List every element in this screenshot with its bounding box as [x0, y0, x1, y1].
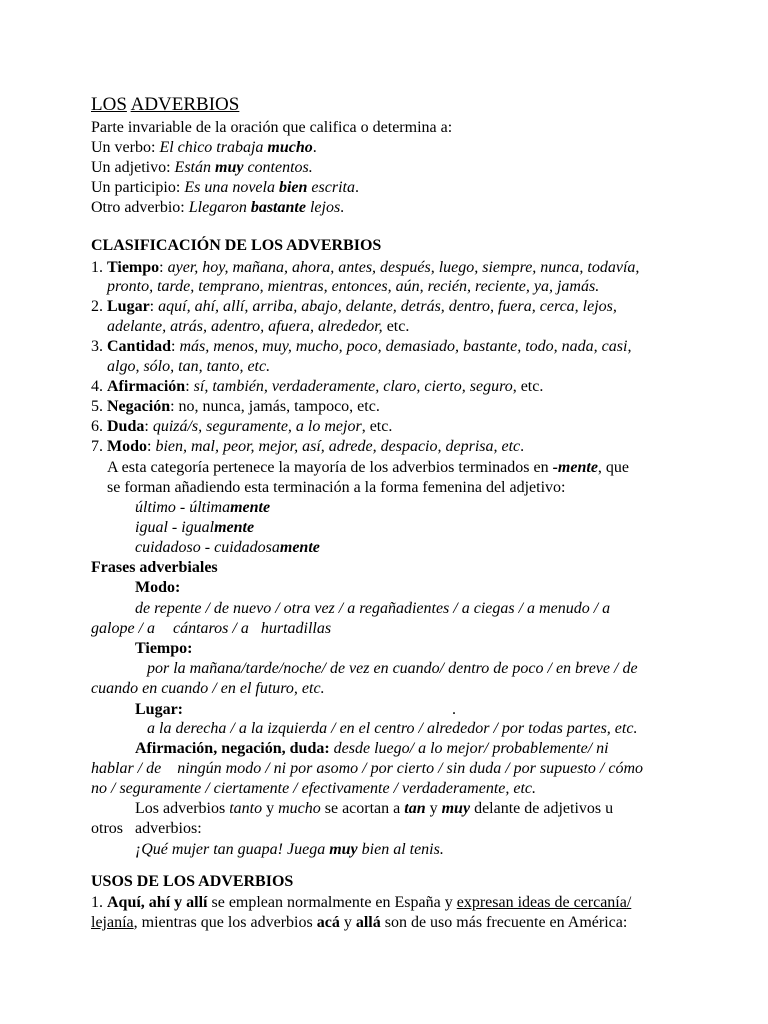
acort-y: y: [262, 800, 279, 817]
usos-text-2: , mientras que los adverbios: [133, 914, 317, 931]
usos-y: y: [339, 914, 356, 931]
adv-example-bold: bastante: [250, 199, 306, 216]
intro-adverb: [91, 198, 344, 218]
acort-muy: muy: [441, 800, 471, 817]
usos-underlined: expresan ideas de cercanía/: [456, 894, 632, 911]
acort-adverbios: adverbios:: [135, 820, 202, 837]
verb-label: Un verbo:: [91, 139, 160, 156]
adv-end: .: [340, 199, 345, 216]
usos-line-1: [91, 893, 631, 913]
intro-line: Parte invariable de la oración que califica o determina a:: [91, 119, 453, 136]
acort-mucho: mucho: [278, 800, 321, 817]
acort-tanto: tanto: [229, 800, 263, 817]
usos-alla: allá: [355, 914, 381, 931]
tiempo-list-2: pronto, tarde, temprano, mientras, entonces, aún, recién, reciente, ya, jamás.: [107, 278, 600, 295]
afirmacion-item: [91, 377, 543, 397]
acort-text: se acortan a: [320, 800, 405, 817]
verb-example: El chico trabaja: [159, 139, 268, 156]
verb-end: .: [312, 139, 317, 156]
negacion-label: Negación: [107, 398, 171, 415]
usos-underlined-2: lejanía: [91, 914, 134, 931]
example-suffix: mente: [279, 539, 320, 556]
part-example-bold: bien: [278, 179, 308, 196]
afn-list-1: desde luego/ a lo mejor/ probablemente/ ni: [329, 740, 609, 757]
lugar-etc: etc.: [382, 318, 410, 335]
mente-example-3: [135, 538, 320, 558]
item-number: 2.: [91, 298, 107, 315]
usos-text-end: son de uso más frecuente en América:: [380, 914, 628, 931]
item-number: 6.: [91, 418, 107, 435]
mente-suffix: -mente: [552, 459, 598, 476]
modo-line-2-part-1: galope / a: [91, 620, 155, 637]
example-root: último - última: [135, 499, 231, 516]
negacion-list: : no, nunca, jamás, tampoco, etc.: [170, 398, 380, 415]
usos-heading: USOS DE LOS ADVERBIOS: [91, 873, 294, 890]
acort-otros: otros: [91, 820, 123, 837]
intro-participle: [91, 178, 359, 198]
adj-label: Un adjetivo:: [91, 159, 175, 176]
usos-bold-adverbs: Aquí, ahí y allí: [107, 894, 208, 911]
usos-text: se emplean normalmente en España y: [207, 894, 457, 911]
mente-paragraph-2: se forman añadiendo esta terminación a la forma femenina del adjetivo:: [107, 479, 566, 496]
modo-line-2-part-3: hurtadillas: [260, 620, 332, 637]
afn-line-2-part-1: hablar / de: [91, 760, 162, 777]
colon: :: [171, 338, 180, 355]
frases-afn-line-2: [91, 759, 643, 779]
clasificacion-heading: CLASIFICACIÓN DE LOS ADVERBIOS: [91, 237, 382, 254]
acort-text: Los adverbios: [135, 800, 230, 817]
adv-example-end: lejos: [305, 199, 341, 216]
acort-y: y: [425, 800, 442, 817]
mente-example-2: [135, 518, 254, 538]
part-example-end: escrita: [307, 179, 355, 196]
adj-example: Están: [174, 159, 215, 176]
colon: :: [147, 438, 156, 455]
example-suffix: mente: [214, 519, 255, 536]
cantidad-label: Cantidad: [107, 338, 172, 355]
title-adverbios: ADVERBIOS: [130, 94, 240, 115]
adv-label: Otro adverbio:: [91, 199, 189, 216]
lugar-dot: .: [452, 701, 456, 718]
modo-list: bien, mal, peor, mejor, así, adrede, despacio, deprisa, etc: [155, 438, 521, 455]
title-los: LOS: [91, 94, 127, 115]
part-label: Un participio:: [91, 179, 185, 196]
mente-text: A esta categoría pertenece la mayoría de los adverbios terminados en: [107, 459, 553, 476]
colon: :: [159, 259, 168, 276]
cantidad-item: [91, 337, 631, 357]
part-end: .: [354, 179, 359, 196]
acort-text-end: delante de adjetivos u: [470, 800, 614, 817]
lugar-list-2-line: [107, 317, 409, 337]
duda-item: [91, 417, 392, 437]
mente-example-1: [135, 498, 270, 518]
modo-line-2-part-2: cántaros / a: [173, 620, 249, 637]
adj-example-end: contentos.: [243, 159, 313, 176]
acortamiento-example: [135, 840, 444, 860]
tiempo-list-1: ayer, hoy, mañana, ahora, antes, después, luego, siempre, nunca, todavía,: [167, 259, 640, 276]
duda-etc: , etc.: [361, 418, 393, 435]
acortamiento-line-2: [91, 819, 202, 839]
frases-tiempo-label: Tiempo:: [135, 640, 193, 657]
afirmacion-list: sí, también, verdaderamente, claro, cierto, seguro: [193, 378, 513, 395]
frases-afn-line-1: [135, 739, 609, 759]
example-text-end: bien al tenis.: [357, 841, 444, 858]
item-number: 4.: [91, 378, 107, 395]
tiempo-item: [91, 258, 639, 278]
duda-list: quizá/s, seguramente, a lo mejor: [152, 418, 362, 435]
acort-tan: tan: [404, 800, 426, 817]
frases-tiempo-line-1: por la mañana/tarde/noche/ de vez en cuando/ dentro de poco / en breve / de: [147, 660, 638, 677]
acortamiento-line-1: [135, 799, 613, 819]
example-root: igual - igual: [135, 519, 215, 536]
page-title: [91, 94, 239, 116]
usos-line-2: [91, 913, 627, 933]
modo-end: .: [520, 438, 525, 455]
item-number: 1.: [91, 259, 107, 276]
afirmacion-etc: , etc.: [512, 378, 544, 395]
mente-paragraph-1: [107, 458, 629, 478]
intro-adjective: [91, 158, 313, 178]
afn-line-2-part-2: ningún modo / ni por asomo / por cierto / sin duda / por supuesto / cómo: [177, 760, 643, 777]
colon: :: [149, 298, 159, 315]
lugar-item: [91, 297, 617, 317]
lugar-label: Lugar: [107, 298, 150, 315]
item-number: 3.: [91, 338, 107, 355]
frases-modo-label: Modo:: [135, 579, 181, 596]
afirmacion-label: Afirmación: [107, 378, 186, 395]
usos-aca: acá: [316, 914, 340, 931]
frases-tiempo-line-2: cuando en cuando / en el futuro, etc.: [91, 680, 325, 697]
verb-example-bold: mucho: [267, 139, 313, 156]
cantidad-list-2: algo, sólo, tan, tanto, etc.: [107, 358, 271, 375]
frases-lugar-line-1: a la derecha / a la izquierda / en el centro / alrededor / por todas partes, etc.: [147, 720, 638, 737]
cantidad-list-1: más, menos, muy, mucho, poco, demasiado, bastante, todo, nada, casi,: [179, 338, 632, 355]
frases-lugar-label: Lugar:: [135, 701, 183, 718]
colon: :: [144, 418, 153, 435]
lugar-list-2: adelante, atrás, adentro, afuera, alrededor,: [107, 318, 383, 335]
frases-modo-line-2: [91, 619, 331, 639]
example-bold: muy: [329, 841, 358, 858]
modo-item: [91, 437, 524, 457]
example-root: cuidadoso - cuidadosa: [135, 539, 280, 556]
example-suffix: mente: [230, 499, 271, 516]
adv-example: Llegaron: [188, 199, 251, 216]
tiempo-label: Tiempo: [107, 259, 160, 276]
item-number: 1.: [91, 894, 107, 911]
afn-label: Afirmación, negación, duda:: [135, 740, 330, 757]
frases-heading: Frases adverbiales: [91, 559, 218, 576]
example-text: ¡Qué mujer tan guapa! Juega: [135, 841, 330, 858]
adj-example-bold: muy: [215, 159, 244, 176]
lugar-list-1: aquí, ahí, allí, arriba, abajo, delante, detrás, dentro, fuera, cerca, lejos,: [158, 298, 617, 315]
duda-label: Duda: [107, 418, 145, 435]
item-number: 5.: [91, 398, 107, 415]
colon: :: [185, 378, 194, 395]
modo-label: Modo: [107, 438, 147, 455]
mente-text-end: , que: [597, 459, 630, 476]
frases-afn-line-3: no / seguramente / ciertamente / efectivamente / verdaderamente, etc.: [91, 780, 537, 797]
item-number: 7.: [91, 438, 107, 455]
intro-verb: [91, 138, 317, 158]
part-example: Es una novela: [184, 179, 279, 196]
negacion-item: [91, 397, 380, 417]
frases-modo-line-1: de repente / de nuevo / otra vez / a regañadientes / a ciegas / a menudo / a: [135, 600, 611, 617]
